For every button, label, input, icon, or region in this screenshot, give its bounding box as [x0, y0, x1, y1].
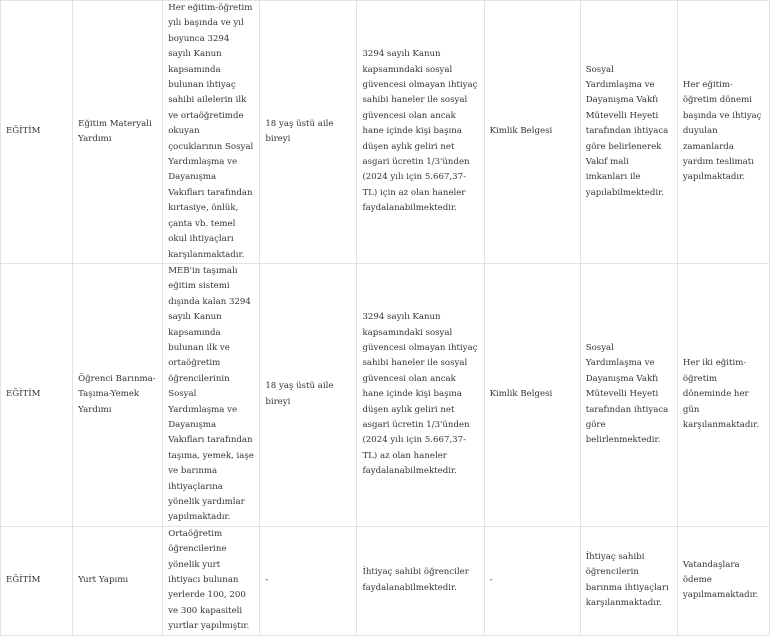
eligibility-cell: 3294 sayılı Kanun kapsamındaki sosyal güvencesi olmayan ihtiyaç sahibi haneler ile sosyal güvencesi olan ancak hane içinde kişi başına düşen aylık geliri net asgari ücretin 1/3'ünden (2024 yılı için 5.667,37-TL) için az olan haneler faydalanabilmektedir. [357, 1, 484, 264]
program-name-cell: Öğrenci Barınma-Taşıma-Yemek Yardımı [73, 263, 163, 526]
table-row [1, 263, 770, 526]
timing-cell: Her eğitim-öğretim dönemi başında ve ihtiyaç duyulan zamanlarda yardım teslimatı yapılmaktadır. [677, 1, 769, 264]
category-cell: EĞİTİM [1, 1, 73, 264]
category-cell: EĞİTİM [1, 263, 73, 526]
program-name-cell: Yurt Yapımı [73, 526, 163, 635]
eligibility-cell: 3294 sayılı Kanun kapsamındaki sosyal güvencesi olmayan ihtiyaç sahibi haneler ile sosyal güvencesi olan ancak hane içinde kişi başına düşen aylık geliri net asgari ücretin 1/3'ünden (2024 yılı için 5.667,37-TL) az olan haneler faydalanabilmektedir. [357, 263, 484, 526]
applicant-cell: 18 yaş üstü aile bireyi [260, 263, 357, 526]
amount-cell: İhtiyaç sahibi öğrencilerin barınma ihtiyaçları karşılanmaktadır. [580, 526, 677, 635]
description-cell: Ortaöğretim öğrencilerine yönelik yurt ihtiyacı bulunan yerlerde 100, 200 ve 300 kapasiteli yurtlar yapılmıştır. [163, 526, 260, 635]
timing-cell: Her iki eğitim-öğretim döneminde her gün karşılanmaktadır. [677, 263, 769, 526]
applicant-cell: 18 yaş üstü aile bireyi [260, 1, 357, 264]
documents-cell: Kimlik Belgesi [484, 1, 580, 264]
table-row [1, 526, 770, 635]
eligibility-cell: İhtiyaç sahibi öğrenciler faydalanabilmektedir. [357, 526, 484, 635]
description-cell: MEB'in taşımalı eğitim sistemi dışında kalan 3294 sayılı Kanun kapsamında bulunan ilk ve ortaöğretim öğrencilerinin Sosyal Yardımlaşma ve Dayanışma Vakıfları tarafından taşıma, yemek, iaşe ve barınma ihtiyaçlarına yönelik yardımlar yapılmaktadır. [163, 263, 260, 526]
timing-cell: Vatandaşlara ödeme yapılmamaktadır. [677, 526, 769, 635]
category-cell: EĞİTİM [1, 526, 73, 635]
amount-cell: Sosyal Yardımlaşma ve Dayanışma Vakfı Mütevelli Heyeti tarafından ihtiyaca göre belirlenerek Vakıf mali imkanları ile yapılabilmektedir. [580, 1, 677, 264]
description-cell: Her eğitim-öğretim yılı başında ve yıl boyunca 3294 sayılı Kanun kapsamında bulunan ihtiyaç sahibi ailelerin ilk ve ortaöğretimde okuyan çocuklarının Sosyal Yardımlaşma ve Dayanışma Vakıfları tarafından kırtasiye, önlük, çanta vb. temel okul ihtiyaçları karşılanmaktadır. [163, 1, 260, 264]
documents-cell: - [484, 526, 580, 635]
amount-cell: Sosyal Yardımlaşma ve Dayanışma Vakfı Mütevelli Heyeti tarafından ihtiyaca göre belirlenmektedir. [580, 263, 677, 526]
applicant-cell: - [260, 526, 357, 635]
program-name-cell: Eğitim Materyali Yardımı [73, 1, 163, 264]
documents-cell: Kimlik Belgesi [484, 263, 580, 526]
table-row [1, 1, 770, 264]
